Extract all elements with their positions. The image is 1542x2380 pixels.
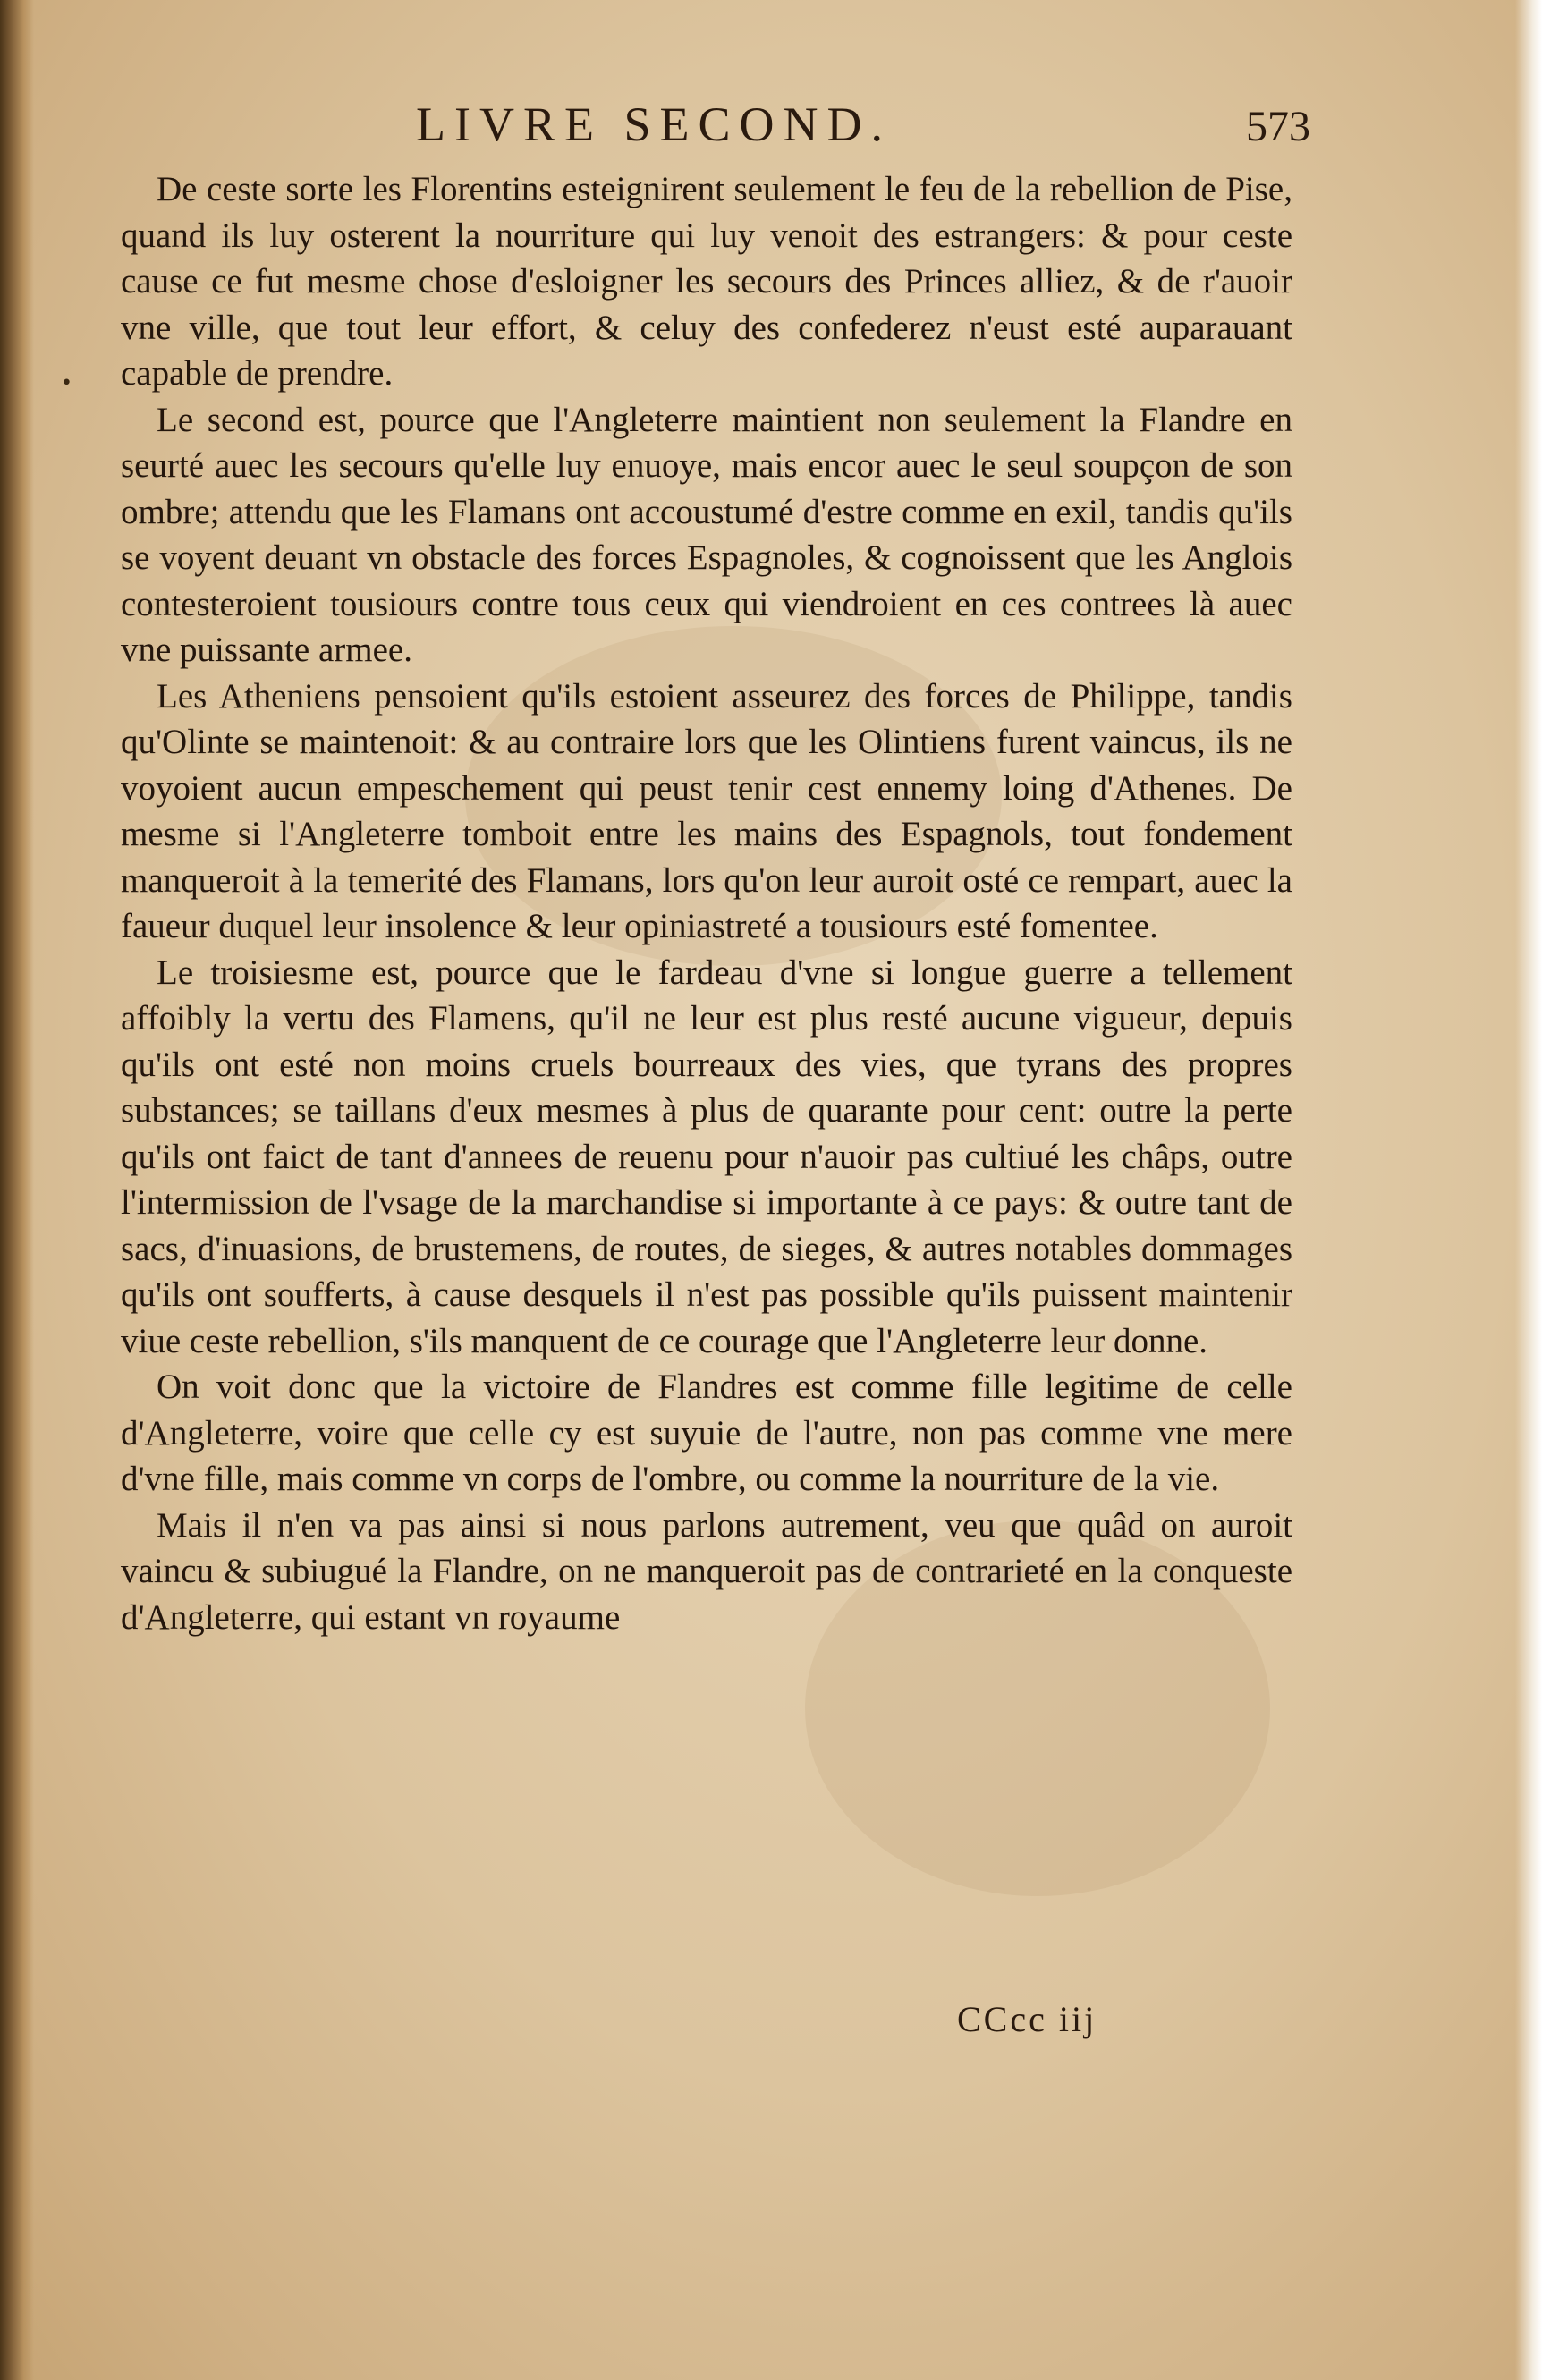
page-edge	[1515, 0, 1542, 2380]
paragraph: Les Atheniens pensoient qu'ils estoient asseurez des forces de Philippe, tandis qu'Olinte se maintenoit: & au contraire lors que les Olintiens furent vaincus, ils ne voyoient aucun empeschement qui peust tenir cest ennemy loing d'Athenes. De mesme si l'Angleterre tomboit entre les mains des Espagnols, tout fondement manqueroit à la temerité des Flamans, lors qu'on leur auroit osté ce rempart, auec la faueur duquel leur insolence & leur opiniastreté a tousiours esté fomentee.	[121, 676, 1292, 945]
page-header	[121, 97, 1310, 159]
page-number: 573	[1246, 103, 1310, 150]
margin-bullet-mark: •	[61, 372, 72, 394]
paragraph: Le second est, pource que l'Angleterre maintient non seulement la Flandre en seurté auec les secours qu'elle luy enuoye, mais encor auec le seul soupçon de son ombre; attendu que les Flamans ont accoustumé d'estre comme en exil, tandis qu'ils se voyent deuant vn obstacle des forces Espagnoles, & cognoissent que les Anglois contesteroient tousiours contre tous ceux qui viendroient en ces contrees là auec vne puissante armee.	[121, 400, 1292, 669]
paragraph: Le troisiesme est, pource que le fardeau d'vne si longue guerre a tellement affoibly la vertu des Flamens, qu'il ne leur est plus resté aucune vigueur, depuis qu'ils ont esté non moins cruels bourreaux des vies, que tyrans des propres substances; se taillans d'eux mesmes à plus de quarante pour cent: outre la perte qu'ils ont faict de tant d'annees de reuenu pour n'auoir pas cultiué les châps, outre l'intermission de l'vsage de la marchandise si importante à ce pays: & outre tant de sacs, d'inuasions, de brustemens, de routes, de sieges, & autres notables dommages qu'ils ont soufferts, à cause desquels il n'est pas possible qu'ils puissent maintenir viue ceste rebellion, s'ils manquent de ce courage que l'Angleterre leur donne.	[121, 953, 1292, 1360]
paragraph: De ceste sorte les Florentins esteignirent seulement le feu de la rebellion de Pise, quand ils luy osterent la nourriture qui luy venoit des estrangers: & pour ceste cause ce fut mesme chose d'esloigner les secours des Princes alliez, & de r'auoir vne ville, que tout leur effort, & celuy des confederez n'eust esté auparauant capable de prendre.	[121, 170, 1292, 393]
book-spine-shadow	[0, 0, 34, 2380]
body-text	[121, 166, 1292, 1640]
running-title: LIVRE SECOND.	[416, 97, 892, 151]
paragraph: Mais il n'en va pas ainsi si nous parlons autrement, veu que quâd on auroit vaincu & subiugué la Flandre, on ne manqueroit pas de contrarieté en la conqueste d'Angleterre, qui estant vn royaume	[121, 1505, 1292, 1637]
signature-mark: CCcc iij	[957, 1999, 1097, 2039]
paragraph: On voit donc que la victoire de Flandres est comme fille legitime de celle d'Angleterre, voire que celle cy est suyuie de l'autre, non pas comme vne mere d'vne fille, mais comme vn corps de l'ombre, ou comme la nourriture de la vie.	[121, 1368, 1292, 1498]
